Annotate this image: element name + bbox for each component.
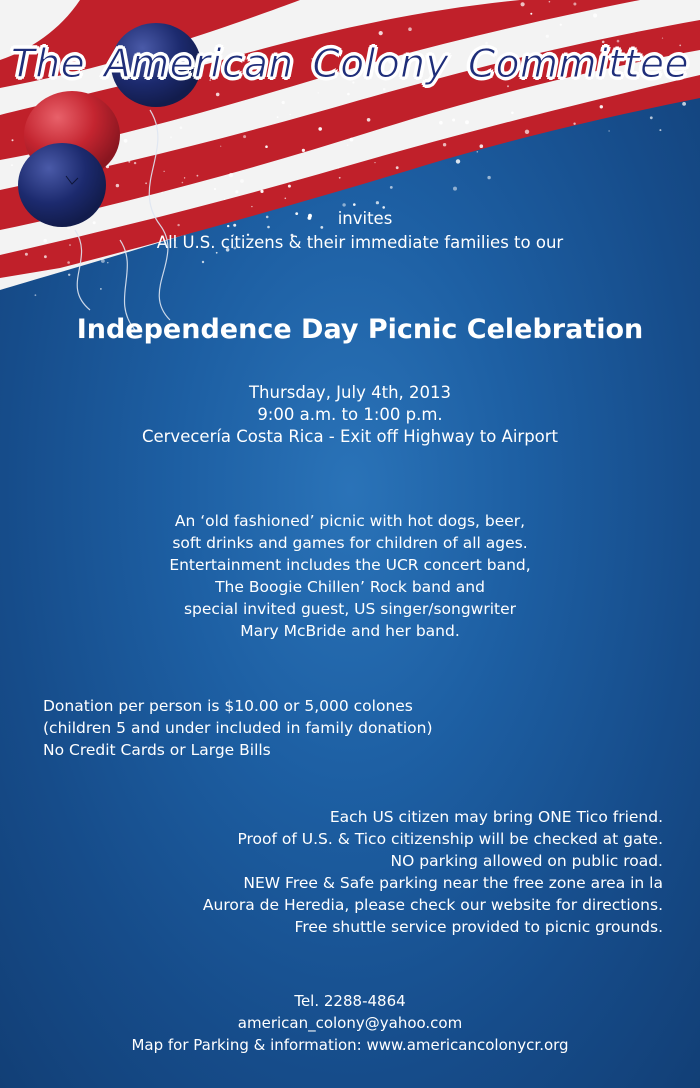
star-sparkle bbox=[662, 38, 663, 39]
contact-block bbox=[0, 990, 700, 1056]
star-sparkle bbox=[525, 130, 529, 134]
star-sparkle bbox=[216, 93, 220, 97]
star-sparkle bbox=[546, 35, 549, 38]
rule-line: NEW Free & Safe parking near the free zone area in la bbox=[243, 874, 663, 892]
star-sparkle bbox=[114, 159, 115, 160]
donation-line: Donation per person is $10.00 or 5,000 colones bbox=[43, 697, 413, 715]
star-sparkle bbox=[240, 179, 244, 183]
star-sparkle bbox=[197, 175, 199, 177]
star-sparkle bbox=[124, 139, 128, 143]
star-sparkle bbox=[285, 198, 287, 200]
star-sparkle bbox=[180, 126, 183, 129]
star-sparkle bbox=[161, 192, 163, 194]
star-sparkle bbox=[282, 101, 285, 104]
rules-block bbox=[203, 806, 663, 938]
star-sparkle bbox=[107, 262, 108, 263]
star-sparkle bbox=[480, 144, 484, 148]
star-sparkle bbox=[260, 190, 263, 193]
star-sparkle bbox=[35, 294, 37, 296]
star-sparkle bbox=[487, 176, 490, 179]
star-sparkle bbox=[530, 13, 532, 15]
description-line: Mary McBride and her band. bbox=[240, 622, 460, 640]
star-sparkle bbox=[170, 136, 172, 138]
star-sparkle bbox=[339, 177, 341, 179]
star-sparkle bbox=[342, 203, 345, 206]
star-sparkle bbox=[214, 188, 216, 190]
star-sparkle bbox=[682, 102, 686, 106]
star-sparkle bbox=[184, 177, 185, 178]
invites-text: invites bbox=[337, 209, 393, 228]
star-sparkle bbox=[650, 116, 653, 119]
description-line: The Boogie Chillen’ Rock band and bbox=[215, 578, 485, 596]
star-sparkle bbox=[376, 201, 379, 204]
rule-line: NO parking allowed on public road. bbox=[390, 852, 663, 870]
star-sparkle bbox=[101, 259, 105, 263]
star-sparkle bbox=[265, 145, 268, 148]
contact-email[interactable]: american_colony@yahoo.com bbox=[237, 1014, 463, 1032]
star-sparkle bbox=[128, 161, 130, 163]
star-sparkle bbox=[452, 119, 455, 122]
audience-text: All U.S. citizens & their immediate families to our bbox=[156, 233, 564, 252]
rule-line: Free shuttle service provided to picnic grounds. bbox=[294, 918, 663, 936]
star-sparkle bbox=[164, 171, 165, 172]
description-line: Entertainment includes the UCR concert band, bbox=[169, 556, 531, 574]
star-sparkle bbox=[302, 149, 305, 152]
star-sparkle bbox=[243, 135, 246, 138]
star-sparkle bbox=[337, 167, 339, 169]
contact-website[interactable]: Map for Parking & information: www.americancolonycr.org bbox=[131, 1036, 569, 1054]
description-block bbox=[0, 510, 700, 642]
star-sparkle bbox=[44, 255, 47, 258]
star-sparkle bbox=[182, 182, 184, 184]
event-time: 9:00 a.m. to 1:00 p.m. bbox=[257, 405, 443, 424]
star-sparkle bbox=[521, 2, 525, 6]
star-sparkle bbox=[318, 92, 320, 94]
star-sparkle bbox=[353, 203, 356, 206]
description-line: soft drinks and games for children of all ages. bbox=[172, 534, 528, 552]
star-sparkle bbox=[11, 164, 13, 166]
star-sparkle bbox=[511, 112, 514, 115]
event-title: Independence Day Picnic Celebration bbox=[76, 314, 644, 345]
donation-line: (children 5 and under included in family donation) bbox=[43, 719, 433, 737]
star-sparkle bbox=[383, 88, 386, 91]
rule-line: Proof of U.S. & Tico citizenship will be checked at gate. bbox=[237, 830, 663, 848]
donation-line: No Credit Cards or Large Bills bbox=[43, 741, 271, 759]
star-sparkle bbox=[573, 123, 575, 125]
event-date: Thursday, July 4th, 2013 bbox=[248, 383, 452, 402]
star-sparkle bbox=[235, 190, 238, 193]
star-sparkle bbox=[68, 274, 70, 276]
star-sparkle bbox=[659, 129, 661, 131]
star-sparkle bbox=[600, 105, 603, 108]
star-sparkle bbox=[229, 173, 233, 177]
rule-line: Each US citizen may bring ONE Tico friend. bbox=[329, 808, 663, 826]
star-sparkle bbox=[453, 187, 457, 191]
star-sparkle bbox=[145, 182, 147, 184]
star-sparkle bbox=[347, 93, 350, 96]
star-sparkle bbox=[277, 116, 279, 118]
description-line: special invited guest, US singer/songwriter bbox=[183, 600, 517, 618]
star-sparkle bbox=[220, 146, 221, 147]
star-sparkle bbox=[608, 130, 609, 131]
star-sparkle bbox=[224, 199, 225, 200]
star-sparkle bbox=[439, 121, 443, 125]
star-sparkle bbox=[288, 185, 291, 188]
star-sparkle bbox=[202, 261, 204, 263]
star-sparkle bbox=[560, 24, 562, 26]
star-sparkle bbox=[593, 13, 597, 17]
star-sparkle bbox=[374, 162, 375, 163]
star-sparkle bbox=[396, 166, 399, 169]
star-sparkle bbox=[443, 143, 446, 146]
star-sparkle bbox=[549, 1, 551, 3]
contact-phone: Tel. 2288-4864 bbox=[294, 992, 406, 1010]
star-sparkle bbox=[134, 162, 136, 164]
committee-title: The American Colony Committee bbox=[11, 42, 689, 87]
description-line: An ‘old fashioned’ picnic with hot dogs, beer, bbox=[174, 512, 526, 530]
star-sparkle bbox=[318, 127, 322, 131]
event-details bbox=[0, 382, 700, 448]
star-sparkle bbox=[456, 159, 460, 163]
star-sparkle bbox=[477, 151, 479, 153]
star-sparkle bbox=[67, 261, 70, 264]
star-sparkle bbox=[408, 27, 412, 31]
star-sparkle bbox=[350, 138, 354, 142]
event-location: Cervecería Costa Rica - Exit off Highway to Airport bbox=[141, 427, 559, 446]
star-sparkle bbox=[100, 288, 102, 290]
star-sparkle bbox=[347, 144, 349, 146]
star-sparkle bbox=[573, 3, 576, 6]
star-sparkle bbox=[379, 31, 383, 35]
star-sparkle bbox=[12, 139, 14, 141]
star-sparkle bbox=[465, 120, 469, 124]
star-sparkle bbox=[290, 114, 291, 115]
donation-block bbox=[43, 695, 433, 761]
star-sparkle bbox=[367, 118, 371, 122]
rule-line: Aurora de Heredia, please check our website for directions. bbox=[202, 896, 663, 914]
star-sparkle bbox=[116, 184, 119, 187]
star-sparkle bbox=[390, 186, 393, 189]
